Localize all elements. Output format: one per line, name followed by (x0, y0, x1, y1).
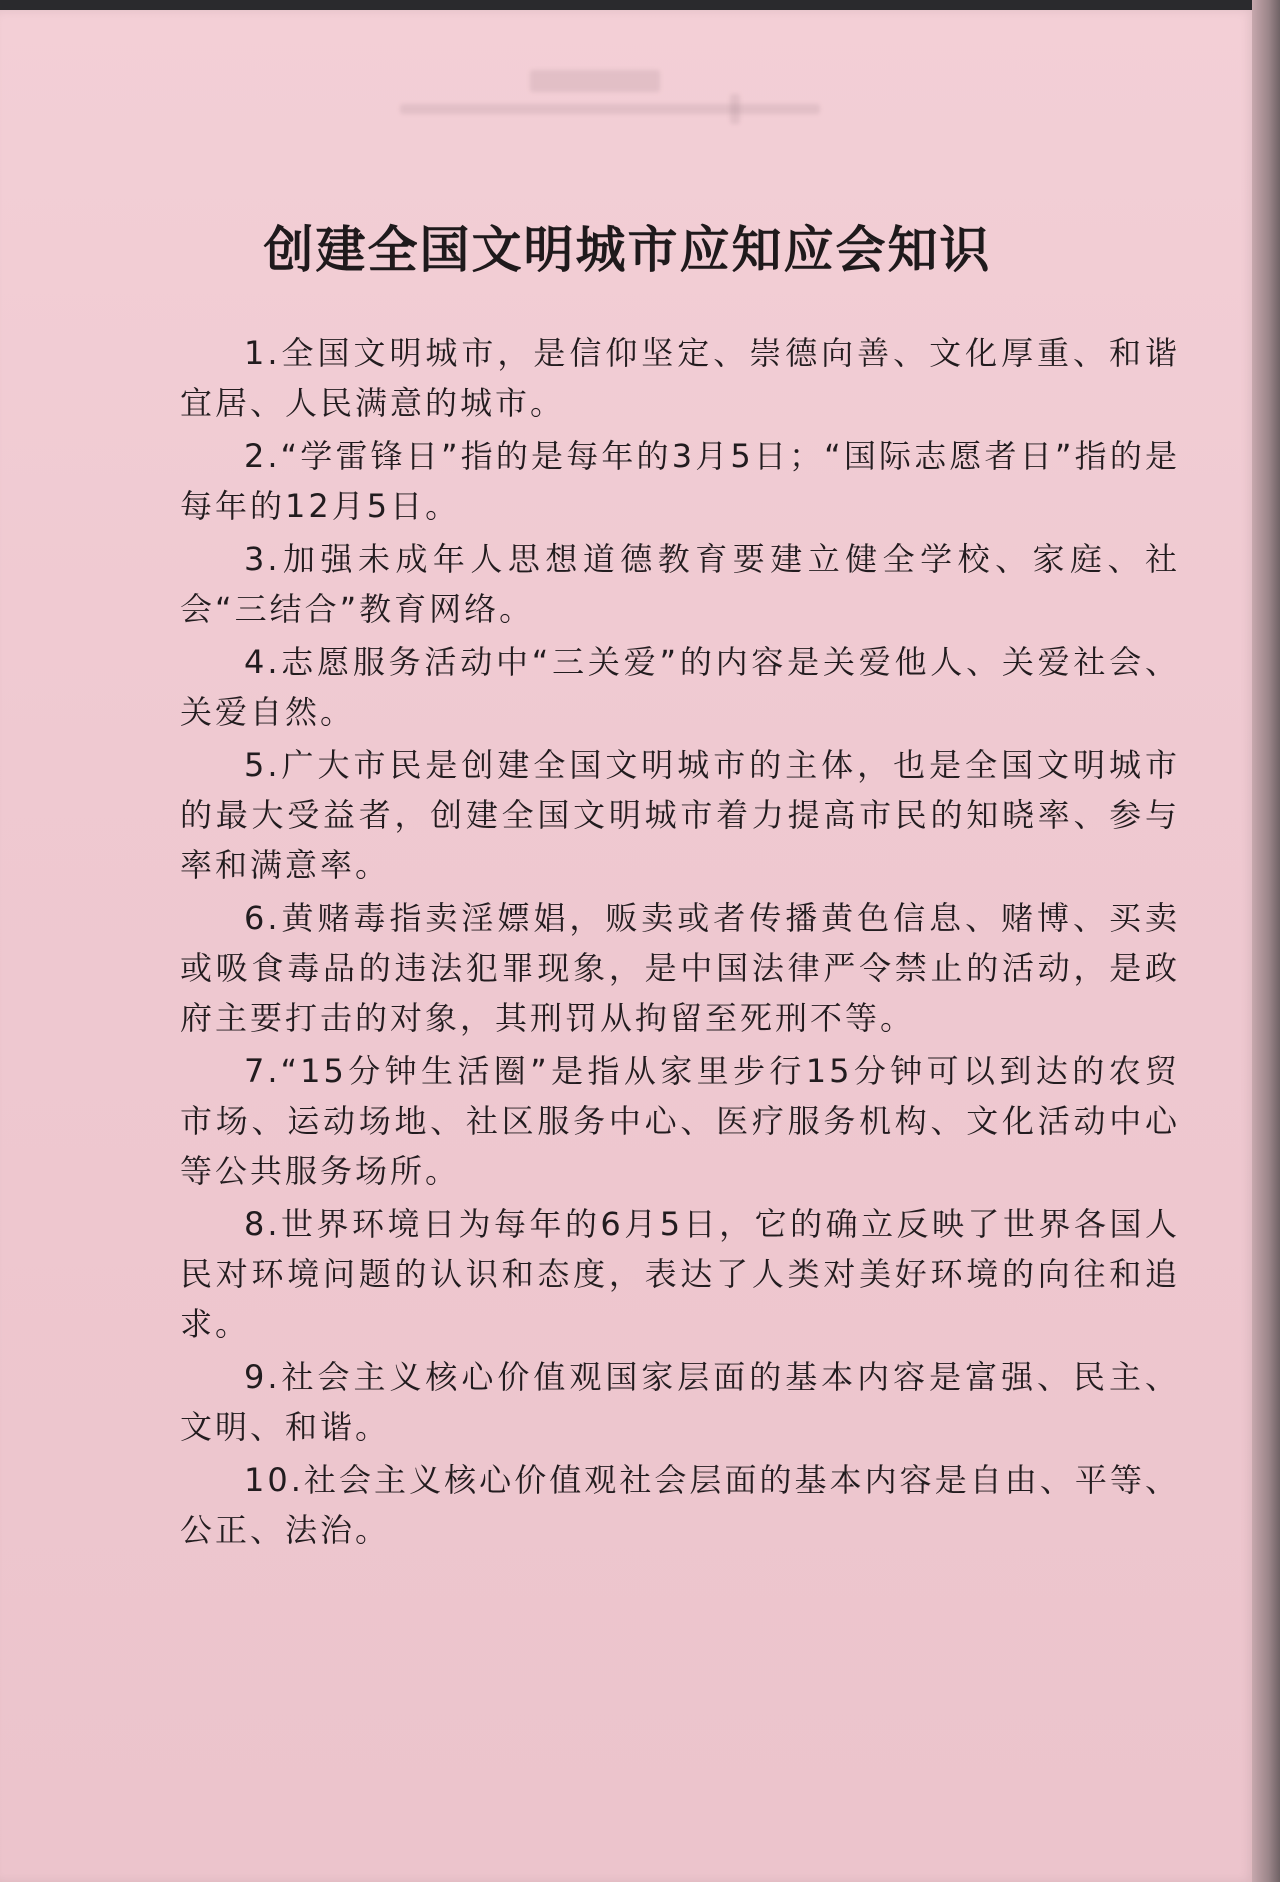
document-title: 创建全国文明城市应知应会知识 (263, 221, 992, 279)
list-item: 10.社会主义核心价值观社会层面的基本内容是自由、平等、公正、法治。 (180, 1461, 1180, 1549)
list-item: 2.“学雷锋日”指的是每年的3月5日；“国际志愿者日”指的是每年的12月5日。 (180, 437, 1180, 525)
list-item: 7.“15分钟生活圈”是指从家里步行15分钟可以到达的农贸市场、运动场地、社区服务中心、医疗服务机构、文化活动中心等公共服务场所。 (180, 1052, 1180, 1190)
list-item: 3.加强未成年人思想道德教育要建立健全学校、家庭、社会“三结合”教育网络。 (180, 540, 1180, 628)
list-item: 6.黄赌毒指卖淫嫖娼，贩卖或者传播黄色信息、赌博、买卖或吸食毒品的违法犯罪现象，是中国法律严令禁止的活动，是政府主要打击的对象，其刑罚从拘留至死刑不等。 (180, 899, 1180, 1037)
reverse-side-bleed-through (400, 58, 820, 148)
list-item: 8.世界环境日为每年的6月5日，它的确立反映了世界各国人民对环境问题的认识和态度，表达了人类对美好环境的向往和追求。 (180, 1205, 1180, 1343)
list-item: 5.广大市民是创建全国文明城市的主体，也是全国文明城市的最大受益者，创建全国文明城市着力提高市民的知晓率、参与率和满意率。 (180, 746, 1180, 884)
top-dark-edge (0, 0, 1280, 10)
knowledge-list (180, 328, 1180, 1558)
paper-sheet (0, 10, 1255, 1882)
list-item: 9.社会主义核心价值观国家层面的基本内容是富强、民主、文明、和谐。 (180, 1358, 1180, 1446)
list-item: 4.志愿服务活动中“三关爱”的内容是关爱他人、关爱社会、关爱自然。 (180, 643, 1180, 731)
list-item: 1.全国文明城市，是信仰坚定、崇德向善、文化厚重、和谐宜居、人民满意的城市。 (180, 334, 1180, 422)
right-edge-shadow (1252, 0, 1280, 1882)
